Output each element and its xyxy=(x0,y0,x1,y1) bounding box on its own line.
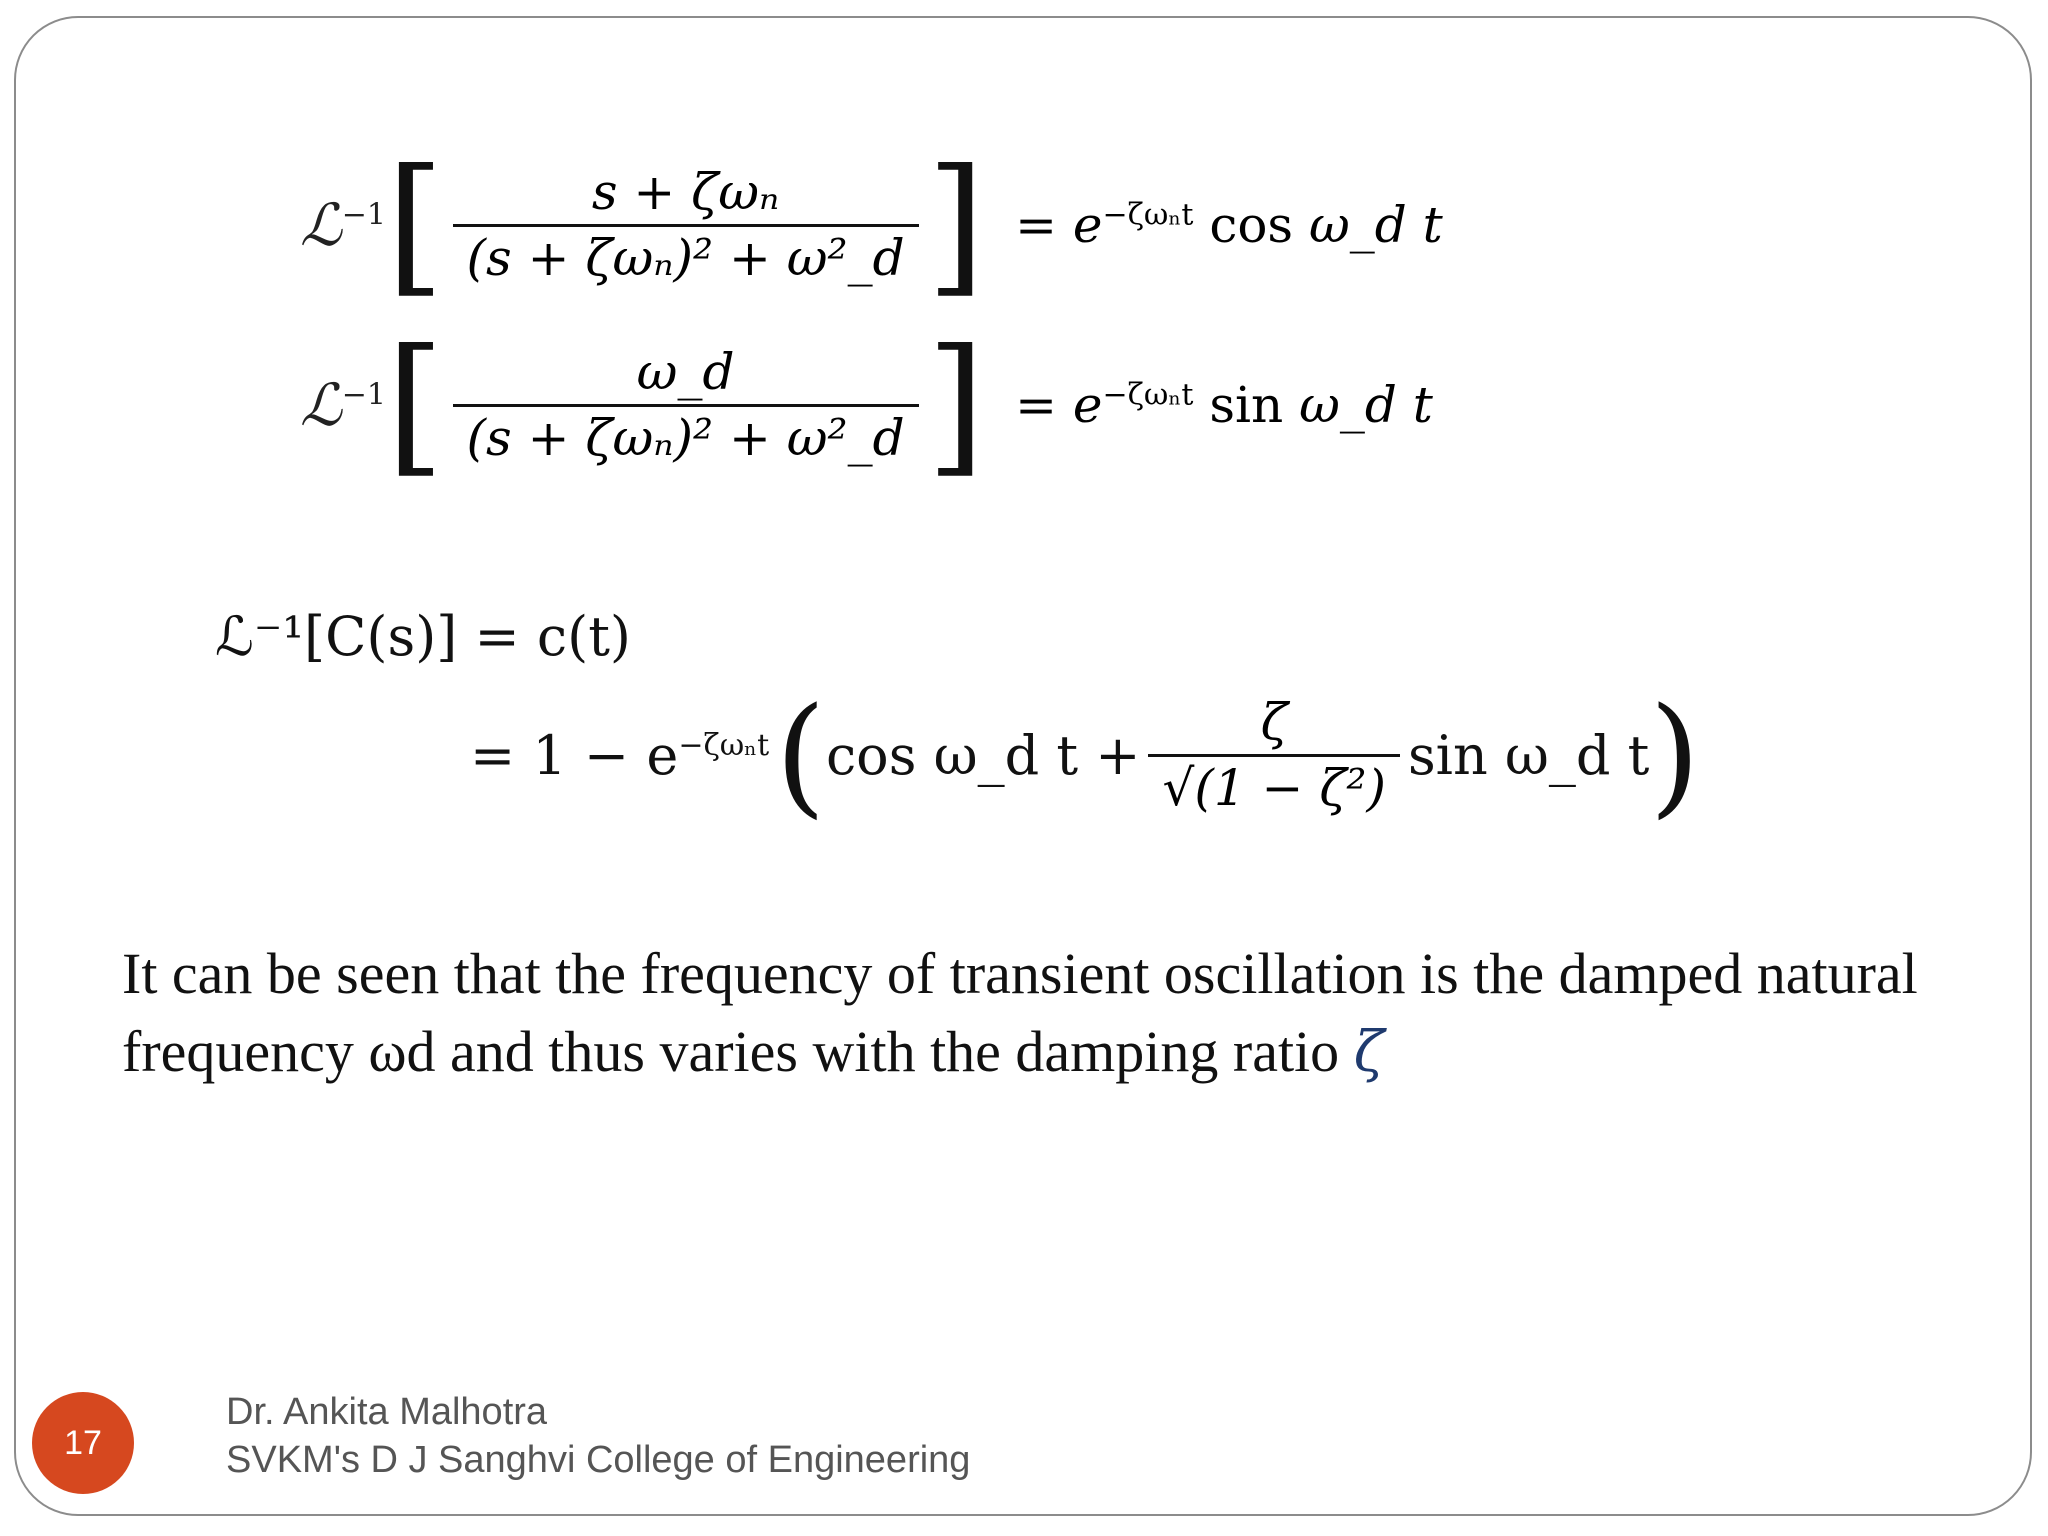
equation-inverse-laplace-sin xyxy=(300,318,1433,492)
zeta-fraction xyxy=(1148,691,1400,819)
right-hand-side: = $e^{-\zeta\omega_nt}$ cos ω_d t xyxy=(1015,196,1443,254)
equation-ct-definition: ℒ⁻¹[C(s)] = c(t) xyxy=(215,605,631,668)
footer xyxy=(226,1388,970,1484)
equation-ct-expansion: = $1 - e^{-\zeta\omega_nt}$ ( cos ω_d t + $\frac{\zeta}{\text{√(1 − ζ²)}}$ sin ω_d t ) xyxy=(470,679,1701,831)
numerator: ζ xyxy=(1260,693,1288,751)
left-bracket: [ xyxy=(386,318,445,492)
left-bracket: [ xyxy=(386,138,445,312)
denominator: (s + ζωₙ)² + ω²_d xyxy=(466,408,905,467)
fraction xyxy=(453,341,919,469)
numerator: s + ζωₙ xyxy=(591,163,780,221)
numerator: ω_d xyxy=(636,343,735,401)
open-paren: ( xyxy=(775,679,826,831)
footer-institution: SVKM's D J Sanghvi College of Engineering xyxy=(226,1439,971,1481)
body-paragraph xyxy=(122,935,1942,1092)
right-hand-side: = $e^{-\zeta\omega_nt}$ sin ω_d t xyxy=(1015,376,1433,434)
footer-author: Dr. Ankita Malhotra xyxy=(226,1391,548,1433)
page-number-badge: 17 xyxy=(32,1392,134,1494)
right-bracket: ] xyxy=(926,138,986,312)
zeta-symbol: ζ xyxy=(1353,1020,1385,1085)
equation-inverse-laplace-cos xyxy=(300,138,1443,312)
close-paren: ) xyxy=(1649,679,1701,831)
right-bracket: ] xyxy=(926,318,986,492)
fraction xyxy=(453,161,919,289)
denominator: √(1 − ζ²) xyxy=(1162,758,1386,817)
body-text: It can be seen that the frequency of transient oscillation is the damped natural frequency ωd and thus varies with the damping ratio xyxy=(122,941,1918,1084)
sin-term: sin ω_d t xyxy=(1407,723,1650,787)
denominator: (s + ζωₙ)² + ω²_d xyxy=(466,228,905,287)
cos-term: cos ω_d t + xyxy=(825,723,1141,787)
laplace-operator: ℒ$^{-1}$ xyxy=(300,371,387,439)
laplace-operator: ℒ$^{-1}$ xyxy=(300,191,387,259)
